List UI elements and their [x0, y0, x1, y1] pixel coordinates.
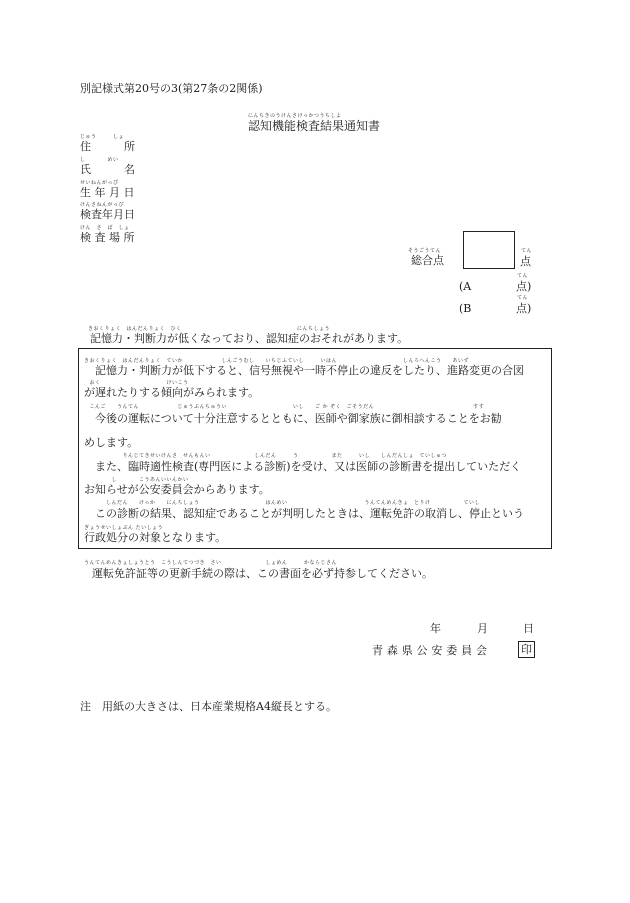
box-line-2-ruby: おく けいこう [84, 380, 189, 386]
warning-text: 記憶力・判断力が低くなっており、認知症のおそれがあります。 [90, 332, 409, 345]
total-score-label: 総合点 [411, 254, 444, 267]
box-line-3-ruby: こんご うんてん じゅうぶんちゅうい いし ご か ぞく ごそうだん すす [84, 404, 485, 410]
issuer-name: 青森県公安委員会 [372, 644, 491, 657]
box-line-2: が遅れたりする傾向がみられます。 [84, 386, 260, 399]
box-line-5-ruby: りんじてきせいけんさ せんもんい しんだん う また いし しんだんしょ ていしゅつ [84, 453, 448, 459]
field-address-label: 住 所 [80, 140, 135, 153]
total-unit-ruby: てん [521, 248, 533, 254]
field-exam-place-label: 検 査 場 所 [80, 231, 135, 244]
box-line-1: 記憶力・判断力が低下すると、信号無視や一時不停止の違反をしたり、進路変更の合図 [84, 364, 524, 377]
renewal-text: 運転免許証等の更新手続の際は、この書面を必ず持参してください。 [92, 567, 433, 580]
box-line-4: めします。 [84, 436, 139, 449]
field-name-ruby: し めい [80, 157, 119, 163]
score-a-close: 点) [516, 280, 532, 293]
seal-mark: 印 [518, 641, 535, 658]
total-score-ruby: そうごうてん [408, 248, 442, 254]
box-line-1-ruby: きおくりょく はんだんりょく ていか しんごうむし いちじふていし いはん しんろへんこう あいず [84, 358, 470, 364]
field-name-label: 氏 名 [80, 163, 135, 176]
date-month: 月 [477, 622, 488, 635]
paper-size-note: 注 用紙の大きさは、日本産業規格A4縦長とする。 [80, 700, 337, 713]
score-b-close: 点) [516, 302, 532, 315]
renewal-ruby: うんてんめんきょしょうとう こうしんてつづき さい しょめん かならじさん [84, 560, 338, 566]
date-year: 年 [430, 622, 441, 635]
field-exam-date-ruby: けんさねんがっぴ [80, 202, 125, 208]
score-b-unit-ruby: てん [517, 295, 529, 301]
box-line-3: 今後の運転について十分注意するとともに、医師や御家族に御相談することをお勧 [84, 412, 502, 425]
score-a-unit-ruby: てん [517, 273, 529, 279]
box-line-5: また、臨時適性検査(専門医による診断)を受け、又は医師の診断書を提出していただく [84, 460, 522, 473]
date-day: 日 [523, 622, 534, 635]
box-line-6: お知らせが公安委員会からあります。 [84, 483, 270, 496]
title-ruby: にんちきのうけんさけっかつうちしよ [248, 113, 342, 119]
document-title: 認知機能検査結果通知書 [248, 119, 381, 133]
box-line-7: この診断の結果、認知症であることが判明したときは、運転免許の取消し、停止という [84, 507, 524, 520]
warning-ruby: きおくりょく はんだんりょく ひく にんちしょう [88, 326, 331, 332]
total-unit: 点 [520, 255, 531, 268]
field-exam-place-ruby: けん さ ば しょ [80, 225, 130, 231]
field-exam-date-label: 検査年月日 [80, 208, 135, 221]
box-line-6-ruby: し こうあんいいんかい [84, 477, 189, 483]
total-score-box [463, 231, 515, 269]
field-address-ruby: じゅう しょ [80, 134, 125, 140]
field-birthdate-ruby: せいねんがっぴ [80, 180, 119, 186]
box-line-7-ruby: しんだん けっか にんちしょう はんめい うんてんめんきょ とりけ ていし [84, 500, 481, 506]
box-line-8: 行政処分の対象となります。 [84, 531, 227, 544]
form-reference: 別記様式第20号の3(第27条の2関係) [80, 82, 263, 95]
box-line-8-ruby: ぎょうせいしょぶん たいしょう [84, 525, 164, 531]
score-b-open: (B [459, 302, 472, 315]
field-birthdate-label: 生 年 月 日 [80, 186, 135, 199]
score-a-open: (A [459, 280, 472, 293]
